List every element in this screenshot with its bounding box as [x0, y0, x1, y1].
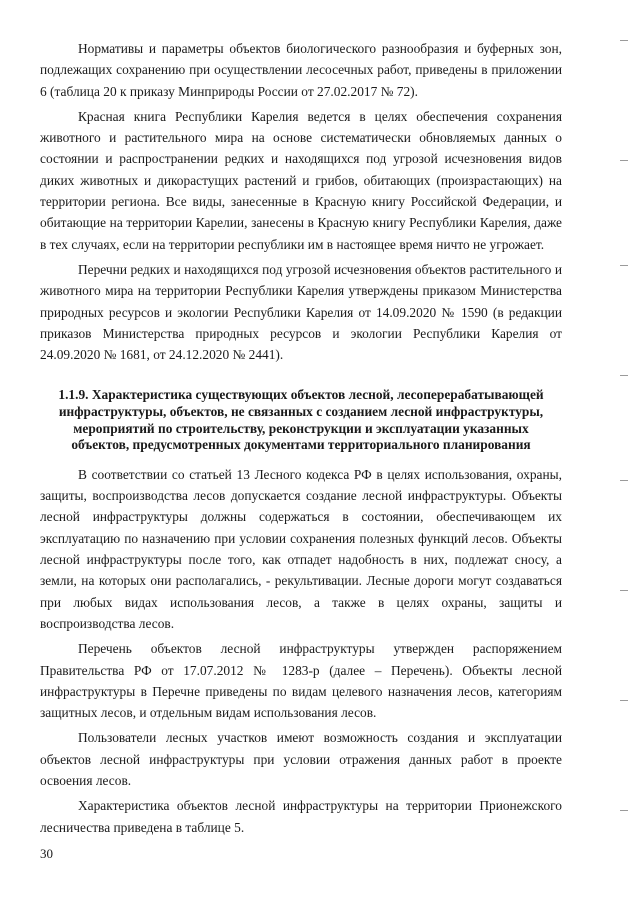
scan-edge-mark [620, 480, 628, 481]
section-heading: 1.1.9. Характеристика существующих объектов лесной, лесоперерабатывающей инфраструктуры, объектов, не связанных с созданием лесной инфраструктуры, мероприятий по строительству, реконструкции и эксплуатации указанных объектов, предусмотренных документами территориального планирования [58, 387, 544, 453]
paragraph-forest-code: В соответствии со статьей 13 Лесного кодекса РФ в целях использования, охраны, защиты, воспроизводства лесов допускается создание лесной инфраструктуры. Объекты лесной инфраструктуры должны содержаться в состоянии, обеспечивающем их эксплуатацию по назначению при условии сохранения полезных функций лесов. Объекты лесной инфраструктуры после того, как отпадет надобность в них, подлежат сносу, а земли, на которых они располагались, - рекультивации. Лесные дороги могут создаваться при любых видах использования лесов, а также в целях охраны, защиты и воспроизводства лесов. [40, 466, 562, 631]
paragraph-species-lists: Перечни редких и находящихся под угрозой исчезновения объектов растительного и животного мира на территории Республики Карелия утверждены приказом Министерства природных ресурсов и экологии Республики Карелия от 14.09.2020 № 1590 (в редакции приказов Министерства природных ресурсов и экологии Республики Карелия от 24.09.2020 № 1681, от 24.12.2020 № 2441). [40, 261, 562, 363]
scan-edge-mark [620, 700, 628, 701]
scan-edge-mark [620, 265, 628, 266]
scan-edge-mark [620, 160, 628, 161]
paragraph-red-book: Красная книга Республики Карелия ведется в целях обеспечения сохранения животного и растительного мира на основе систематически обновляемых данных о состоянии и распространении редких и находящихся под угрозой исчезновения видов диких животных и дикорастущих растений и грибов, обитающих (произрастающих) на территории региона. Все виды, занесенные в Красную книгу Российской Федерации, и обитающие на территории Карелии, занесены в Красную книгу Республики Карелия, даже в тех случаях, если на территории республики им в настоящее время ничто не угрожает. [40, 108, 562, 252]
paragraph-infrastructure-list: Перечень объектов лесной инфраструктуры утвержден распоряжением Правительства РФ от 17.07.2012 № 1283-р (далее – Перечень). Объекты лесной инфраструктуры в Перечне приведены по видам целевого назначения лесов, категориям защитных лесов, и отдельным видам использования лесов. [40, 641, 562, 721]
scan-edge-mark [620, 40, 628, 41]
paragraph-forest-users: Пользователи лесных участков имеют возможность создания и эксплуатации объектов лесной инфраструктуры при условии отражения данных работ в проекте освоения лесов. [40, 730, 562, 788]
scan-edge-mark [620, 375, 628, 376]
scan-edge-mark [620, 590, 628, 591]
scan-edge-mark [620, 810, 628, 811]
page-number: 30 [40, 846, 53, 861]
page-body [40, 38, 562, 838]
paragraph-table-reference: Характеристика объектов лесной инфраструктуры на территории Прионежского лесничества приведена в таблице 5. [40, 798, 562, 835]
paragraph-biodiversity-norms: Нормативы и параметры объектов биологического разнообразия и буферных зон, подлежащих сохранению при осуществлении лесосечных работ, приведены в приложении 6 (таблица 20 к приказу Минприроды России от 27.02.2017 № 72). [40, 41, 562, 99]
